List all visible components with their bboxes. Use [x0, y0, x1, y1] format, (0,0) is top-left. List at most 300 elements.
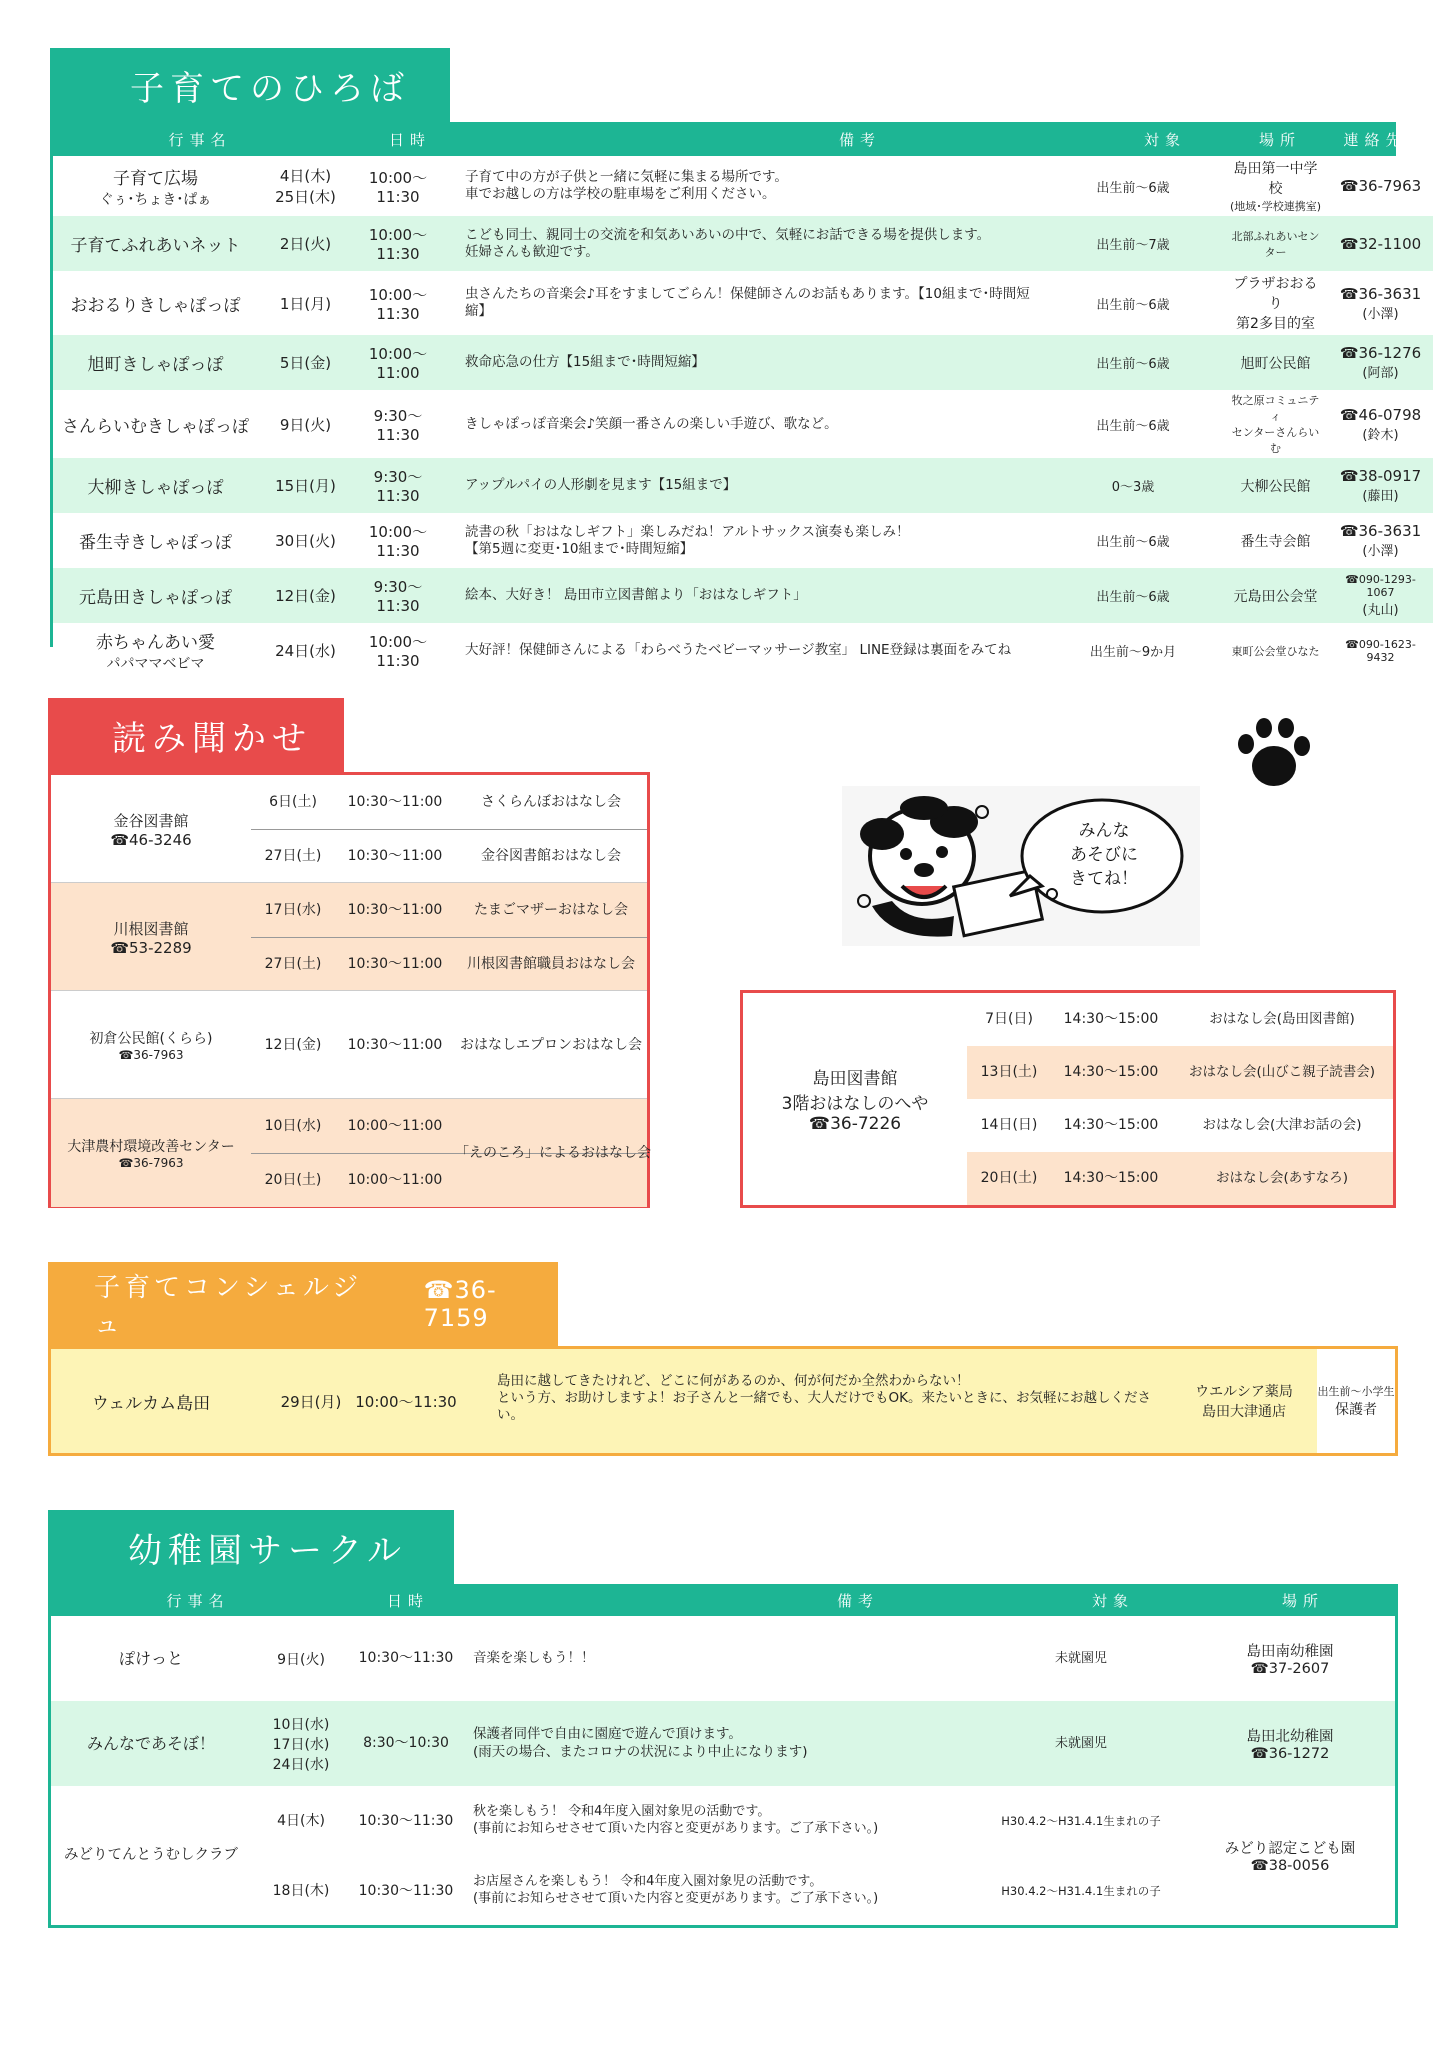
event-tel: ☎32-1100: [1339, 234, 1422, 253]
dog-ear-left: [860, 818, 904, 850]
yomi-row: [251, 937, 647, 991]
yomi-date: 17日(水): [264, 902, 322, 918]
hiroba-table: [53, 156, 1433, 678]
youchien-note-1: 音楽を楽しもう！！: [473, 1649, 595, 1666]
yomi-row: [251, 1099, 651, 1161]
youchien-date-3: 24日(水): [272, 1756, 330, 1773]
concierge-place-line-2: 島田大津通店: [1202, 1404, 1286, 1420]
event-place: 牧之原コミュニティ: [1231, 394, 1320, 423]
midori-note-1: お店屋さんを楽しもう！ 令和4年度入園対象児の活動です。: [473, 1874, 823, 1890]
event-name: さんらいむきしゃぽっぽ: [62, 416, 249, 437]
youchien-note-2: (雨天の場合、またコロナの状況により中止になります): [473, 1743, 808, 1760]
concierge-target: [1317, 1349, 1395, 1453]
midori-target: H30.4.2～H31.4.1生まれの子: [1001, 1884, 1161, 1898]
yomi-place-name: 初倉公民館(くらら): [89, 1031, 213, 1047]
header-event: 行事名: [168, 130, 232, 149]
shimada-event: おはなし会(大津お話の会): [1202, 1117, 1362, 1133]
event-name: 赤ちゃんあい愛: [96, 633, 215, 653]
yomi-place-tel: ☎46-3246: [110, 830, 192, 849]
event-tel: ☎38-0917: [1339, 467, 1422, 485]
event-target: 出生前～9か月: [1089, 645, 1177, 660]
shimada-place-room: 3階おはなしのへや: [781, 1094, 929, 1114]
event-name: 子育て広場: [113, 168, 198, 189]
shimada-date: 13日(土): [980, 1064, 1038, 1080]
bubble-line-2: あそびに: [1070, 845, 1138, 865]
place-cell: [1223, 390, 1328, 458]
youchien-place-tel: ☎36-1272: [1250, 1746, 1330, 1762]
midori-time: 10:30～11:30: [358, 1813, 454, 1829]
paw-print-icon: [1234, 716, 1314, 792]
shimada-time: 14:30～15:00: [1063, 1170, 1159, 1186]
concierge-note: [497, 1373, 1217, 1424]
event-name-cell: [53, 216, 258, 271]
date-cell: [258, 271, 353, 335]
note-cell: [443, 458, 1043, 513]
concierge-note-line-1: 島田に越してきたけれど、どこに何があるのか、何が何だか全然わからない！: [497, 1373, 970, 1389]
event-name: 番生寺きしゃぽっぽ: [79, 533, 232, 553]
youchien-name: ぽけっと: [118, 1649, 183, 1668]
yomi-title: [48, 698, 344, 772]
event-place: プラザおおるり: [1233, 276, 1318, 312]
youchien-target: 未就園児: [1054, 1651, 1107, 1666]
yomi-group: [51, 883, 647, 991]
youchien-title-text: 幼稚園サークル: [128, 1530, 407, 1571]
place-cell: [1223, 156, 1328, 216]
header-target: 対象: [1143, 130, 1186, 149]
place-cell: [1223, 623, 1328, 678]
event-place: 島田第一中学校: [1233, 161, 1318, 197]
event-note: 虫さんたちの音楽会♪耳をすましてごらん！保健師さんのお話もあります。【10組まで･時間短: [465, 286, 1030, 303]
midori-target: H30.4.2～H31.4.1生まれの子: [1001, 1814, 1161, 1828]
note-cell: [443, 216, 1043, 271]
hiroba-row: [53, 458, 1433, 513]
yomi-event: 「えのころ」によるおはなし会: [455, 1145, 651, 1161]
event-note-2: 縮】: [465, 303, 492, 319]
target-cell: [1043, 623, 1223, 678]
event-time: 10:00～11:30: [368, 633, 428, 670]
time-cell: [353, 216, 443, 271]
event-place-2: (地域･学校連携室): [1229, 200, 1322, 213]
event-date: 5日(金): [279, 354, 332, 372]
contact-cell: [1328, 271, 1433, 335]
yomi-time: 10:30～11:00: [347, 902, 443, 918]
midori-block: [51, 1786, 1395, 1925]
hiroba-row: [53, 335, 1433, 390]
date-cell: [258, 513, 353, 568]
concierge-note-line-2: という方、お助けしますよ！お子さんと一緒でも、大人だけでもOK。来たいときに、お気軽にお越しくださ: [497, 1389, 1151, 1406]
yomi-place-name: 金谷図書館: [113, 811, 189, 830]
youchien-place: [1185, 1616, 1395, 1701]
time-cell: [353, 513, 443, 568]
yomi-event: 金谷図書館おはなし会: [481, 848, 621, 864]
yomi-time: 10:30～11:00: [347, 794, 443, 810]
concierge-note-line-3: い。: [497, 1406, 524, 1423]
concierge-title: [48, 1262, 558, 1346]
youchien-note: [473, 1701, 1033, 1786]
event-place-2: センターさんらいむ: [1231, 426, 1320, 455]
youchien-date-2: 17日(水): [272, 1736, 330, 1753]
shimada-place-name: 島田図書館: [812, 1069, 898, 1089]
date-cell: [258, 458, 353, 513]
event-tel-2: (鈴木): [1362, 427, 1399, 443]
youchien-date: [251, 1701, 351, 1786]
yomi-date: 20日(土): [264, 1172, 322, 1188]
event-name-cell: [53, 390, 258, 458]
hiroba-row: [53, 271, 1433, 335]
note-cell: [443, 271, 1043, 335]
y-header-event: 行事名: [166, 1591, 230, 1610]
event-name-sub: ぐぅ･ちょき･ぱぁ: [99, 191, 212, 208]
contact-cell: [1328, 458, 1433, 513]
yomi-place-tel: ☎36-7963: [118, 1048, 184, 1062]
event-date: 4日(木): [279, 167, 332, 185]
shimada-date: 7日(日): [985, 1011, 1033, 1027]
shimada-row: [967, 1046, 1393, 1099]
contact-cell: [1328, 390, 1433, 458]
hiroba-title-text: 子育てのひろば: [130, 68, 410, 109]
contact-cell: [1328, 623, 1433, 678]
target-cell: [1043, 568, 1223, 623]
yomi-place: [51, 991, 251, 1099]
event-tel-2: (藤田): [1362, 489, 1399, 504]
hiroba-row: [53, 513, 1433, 568]
event-tel: ☎36-3631: [1339, 522, 1422, 540]
shimada-row: [967, 1099, 1393, 1152]
yomi-group: [51, 991, 647, 1099]
youchien-row: [51, 1616, 1395, 1701]
event-target: 出生前～6歳: [1096, 297, 1170, 313]
event-target: 出生前～6歳: [1096, 180, 1170, 196]
yomi-table: [51, 775, 651, 1205]
date-cell: [258, 390, 353, 458]
place-cell: [1223, 513, 1328, 568]
yomi-row: [251, 1153, 647, 1207]
target-cell: [1043, 156, 1223, 216]
target-cell: [1043, 271, 1223, 335]
shimada-time: 14:30～15:00: [1063, 1011, 1159, 1027]
yomi-row: [251, 775, 647, 830]
yomi-date: 27日(土): [264, 848, 322, 864]
hiroba-header: [50, 122, 1407, 156]
contact-cell: [1328, 216, 1433, 271]
event-note: 読書の秋「おはなしギフト」楽しみだね！アルトサックス演奏も楽しみ！: [465, 523, 910, 540]
yomi-place-tel: ☎36-7963: [118, 1156, 184, 1170]
date-cell: [258, 335, 353, 390]
date-cell: [258, 216, 353, 271]
shimada-date: 20日(土): [980, 1170, 1038, 1186]
concierge-place: [1177, 1349, 1311, 1453]
event-time: 9:30～11:30: [373, 468, 423, 505]
youchien-title: [48, 1510, 454, 1584]
shimada-date: 14日(日): [980, 1117, 1038, 1133]
note-cell: [443, 390, 1043, 458]
event-name-sub: パパママベビマ: [106, 656, 205, 672]
dog-illustration: [842, 786, 1200, 946]
yomi-time: 10:30～11:00: [347, 1037, 443, 1053]
youchien-place-tel: ☎37-2607: [1250, 1661, 1330, 1677]
youchien-name: みんなであそぼ！: [86, 1734, 215, 1753]
youchien-date-1: 9日(火): [277, 1651, 325, 1668]
yomi-place-tel: ☎53-2289: [110, 938, 192, 957]
target-cell: [1043, 513, 1223, 568]
midori-place-tel: ☎38-0056: [1250, 1858, 1330, 1874]
shimada-time: 14:30～15:00: [1063, 1064, 1159, 1080]
event-date: 12日(金): [275, 587, 336, 605]
midori-name: みどりてんとうむしクラブ: [64, 1847, 238, 1863]
time-cell: [353, 156, 443, 216]
shimada-row: [967, 993, 1393, 1046]
youchien-date-1: 10日(水): [272, 1716, 330, 1733]
event-name-cell: [53, 623, 258, 678]
yomi-date: 6日(土): [269, 794, 317, 810]
event-note: 救命応急の仕方【15組まで･時間短縮】: [465, 354, 705, 371]
event-date: 2日(火): [279, 235, 332, 253]
midori-note-1: 秋を楽しもう！ 令和4年度入園対象児の活動です。: [473, 1804, 771, 1820]
midori-date: 18日(木): [272, 1883, 330, 1899]
yomi-group: [51, 1099, 651, 1207]
yomi-title-text: 読み聞かせ: [112, 718, 312, 759]
bubble-line-1: みんな: [1078, 821, 1130, 841]
event-time: 10:00～11:00: [368, 345, 428, 382]
event-date: 1日(月): [279, 294, 332, 313]
header-place: 場所: [1258, 130, 1301, 149]
event-place: 旭町公民館: [1240, 355, 1311, 372]
event-place: 番生寺会館: [1240, 533, 1311, 550]
yomi-event: たまごマザーおはなし会: [474, 902, 628, 918]
event-name-cell: [53, 458, 258, 513]
event-tel-2: (小澤): [1362, 306, 1399, 322]
yomi-time: 10:30～11:00: [347, 956, 443, 972]
yomi-event: おはなしエプロンおはなし会: [460, 1037, 642, 1053]
event-date: 9日(火): [279, 415, 332, 434]
event-name: 旭町きしゃぽっぽ: [87, 355, 224, 375]
concierge-place-line-1: ウエルシア薬局: [1195, 1384, 1293, 1400]
youchien-place-name: 島田南幼稚園: [1246, 1644, 1334, 1660]
event-note-2: 【第5週に変更･10組まで･時間短縮】: [465, 540, 694, 557]
concierge-event-name: ウェルカム島田: [91, 1393, 211, 1414]
shimada-place: [743, 993, 967, 1205]
event-note: きしゃぽっぽ音楽会♪笑顔一番さんの楽しい手遊び、歌など。: [465, 415, 838, 432]
shimada-library-table: [743, 993, 1393, 1205]
event-tel: ☎36-3631: [1339, 284, 1422, 303]
time-cell: [353, 271, 443, 335]
target-cell: [1043, 390, 1223, 458]
hiroba-title: [50, 48, 450, 122]
event-note: 絵本、大好き！ 島田市立図書館より「おはなしギフト」: [465, 587, 807, 604]
event-time: 10:00～11:30: [368, 523, 428, 560]
shimada-tel: ☎36-7226: [808, 1114, 902, 1134]
youchien-note-1: 保護者同伴で自由に園庭で遊んで頂けます。: [473, 1725, 742, 1742]
concierge-title-text: 子育てコンシェルジュ: [94, 1273, 363, 1340]
contact-cell: [1328, 335, 1433, 390]
yomi-date: 27日(土): [264, 956, 322, 972]
event-tel: ☎36-7963: [1339, 177, 1422, 195]
place-cell: [1223, 458, 1328, 513]
event-place-2: 第2多目的室: [1236, 316, 1315, 332]
yomi-row: [251, 991, 647, 1099]
event-name: おおるりきしゃぽっぽ: [70, 295, 241, 316]
contact-cell: [1328, 156, 1433, 216]
y-header-note: 備考: [836, 1591, 879, 1610]
shimada-time: 14:30～15:00: [1063, 1117, 1159, 1133]
target-cell: [1043, 335, 1223, 390]
event-time: 9:30～11:30: [373, 406, 423, 444]
y-header-datetime: 日時: [386, 1591, 429, 1610]
yomi-place-name: 川根図書館: [113, 919, 189, 938]
yomi-place: [51, 1099, 251, 1207]
concierge-time: 10:00～11:30: [355, 1392, 457, 1411]
concierge-date: 29日(月): [280, 1392, 342, 1411]
event-name-cell: [53, 335, 258, 390]
event-time: 10:00～11:30: [368, 285, 428, 323]
event-target: 出生前～6歳: [1096, 418, 1170, 434]
event-place: 元島田公会堂: [1233, 588, 1318, 605]
event-name: 元島田きしゃぽっぽ: [79, 588, 232, 608]
place-cell: [1223, 568, 1328, 623]
midori-note: [473, 1786, 1013, 1856]
yomi-event: 川根図書館職員おはなし会: [467, 956, 635, 972]
midori-place: [1185, 1786, 1395, 1925]
youchien-row: [51, 1701, 1395, 1786]
event-tel-2: (阿部): [1362, 366, 1399, 381]
midori-note-2: (事前にお知らせさせて頂いた内容と変更があります。ご了承下さい。): [473, 1821, 879, 1836]
yomi-row: [251, 829, 647, 883]
youchien-header: [48, 1584, 1398, 1616]
event-note: 子育て中の方が子供と一緒に気軽に集まる場所です。: [465, 169, 788, 186]
event-note-2: 車でお越しの方は学校の駐車場をご利用ください。: [465, 186, 776, 202]
yomi-event: さくらんぼおはなし会: [481, 794, 621, 810]
event-tel: ☎46-0798: [1339, 405, 1422, 424]
shimada-event: おはなし会(山びこ親子読書会): [1188, 1064, 1376, 1080]
event-date: 15日(月): [275, 477, 336, 495]
youchien-place-name: 島田北幼稚園: [1246, 1729, 1334, 1745]
event-name: 大柳きしゃぽっぽ: [87, 478, 224, 498]
hiroba-row: [53, 216, 1433, 271]
yomi-row: [251, 883, 647, 938]
y-header-target: 対象: [1091, 1591, 1134, 1610]
event-name-cell: [53, 156, 258, 216]
hiroba-row: [53, 156, 1433, 216]
place-cell: [1223, 335, 1328, 390]
event-date: 30日(火): [275, 532, 336, 550]
event-name-cell: [53, 568, 258, 623]
event-tel: ☎090-1623-9432: [1345, 637, 1416, 664]
header-contact: 連絡先: [1343, 130, 1407, 149]
contact-cell: [1328, 513, 1433, 568]
event-note: 大好評！保健師さんによる「わらべうたベビーマッサージ教室」 LINE登録は裏面をみてね: [465, 642, 1012, 659]
event-target: 出生前～6歳: [1096, 590, 1170, 605]
note-cell: [443, 156, 1043, 216]
youchien-note: [473, 1616, 1033, 1701]
event-tel: ☎090-1293-1067: [1345, 573, 1416, 599]
time-cell: [353, 335, 443, 390]
event-time: 10:00～11:30: [368, 168, 428, 206]
event-tel: ☎36-1276: [1339, 344, 1422, 362]
event-time: 9:30～11:30: [373, 578, 423, 615]
y-header-place: 場所: [1281, 1591, 1324, 1610]
place-cell: [1223, 271, 1328, 335]
youchien-target: 未就園児: [1054, 1736, 1107, 1751]
yomi-date: 10日(水): [264, 1118, 322, 1134]
event-note-2: 妊婦さんも歓迎です。: [465, 243, 599, 260]
concierge-target-line-2: 保護者: [1335, 1402, 1377, 1418]
event-name-cell: [53, 271, 258, 335]
event-place: 東町公会堂ひなた: [1231, 644, 1320, 658]
yomi-time: 10:30～11:00: [347, 848, 443, 864]
event-tel-2: (小澤): [1362, 544, 1399, 559]
youchien-time: 8:30～10:30: [363, 1735, 449, 1751]
yomi-place-name: 大津農村環境改善センター: [67, 1139, 235, 1155]
midori-note: [473, 1856, 1013, 1926]
youchien-time: 10:30～11:30: [358, 1650, 454, 1666]
midori-time: 10:30～11:30: [358, 1883, 454, 1899]
concierge-target-line-1: 出生前～小学生: [1317, 1385, 1395, 1398]
midori-date: 4日(木): [277, 1813, 325, 1829]
event-target: 出生前～6歳: [1096, 535, 1170, 550]
date-cell: [258, 623, 353, 678]
event-date-2: 25日(木): [275, 188, 336, 206]
event-time: 10:00～11:30: [368, 226, 428, 263]
yomi-place: [51, 883, 251, 991]
note-cell: [443, 335, 1043, 390]
yomi-group: [51, 775, 647, 883]
event-target: 0～3歳: [1111, 480, 1155, 495]
time-cell: [353, 458, 443, 513]
event-place: 大柳公民館: [1240, 478, 1311, 495]
note-cell: [443, 513, 1043, 568]
contact-cell: [1328, 568, 1433, 623]
date-cell: [258, 568, 353, 623]
header-datetime: 日時: [388, 130, 431, 149]
event-note: アップルパイの人形劇を見ます【15組まで】: [465, 477, 737, 494]
event-name-cell: [53, 513, 258, 568]
youchien-date: [251, 1616, 351, 1701]
event-date: 24日(水): [275, 642, 336, 660]
event-note: こども同士、親同士の交流を和気あいあいの中で、気軽にお話できる場を提供します。: [465, 226, 991, 243]
event-tel-2: (丸山): [1362, 603, 1399, 618]
target-cell: [1043, 458, 1223, 513]
shimada-event: おはなし会(島田図書館): [1209, 1011, 1355, 1027]
note-cell: [443, 568, 1043, 623]
time-cell: [353, 390, 443, 458]
youchien-table: [51, 1616, 1395, 1925]
shimada-row: [967, 1152, 1393, 1205]
header-note: 備考: [838, 130, 881, 149]
event-place: 北部ふれあいセンター: [1231, 229, 1320, 259]
concierge-frame: [48, 1346, 1398, 1456]
hiroba-row: [53, 568, 1433, 623]
event-target: 出生前～7歳: [1096, 238, 1170, 253]
concierge-tel: ☎36-7159: [423, 1276, 497, 1332]
midori-place-name: みどり認定こども園: [1224, 1841, 1356, 1857]
yomi-time: 10:00～11:00: [347, 1172, 443, 1188]
event-target: 出生前～6歳: [1096, 357, 1170, 372]
yomi-date: 12日(金): [264, 1037, 322, 1053]
hiroba-row: [53, 623, 1433, 678]
yomi-time: 10:00～11:00: [347, 1118, 443, 1134]
event-name: 子育てふれあいネット: [70, 236, 241, 256]
youchien-place: [1185, 1701, 1395, 1786]
time-cell: [353, 568, 443, 623]
place-cell: [1223, 216, 1328, 271]
date-cell: [258, 156, 353, 216]
bubble-line-3: きてね！: [1070, 869, 1138, 889]
shimada-event: おはなし会(あすなろ): [1215, 1170, 1349, 1186]
note-cell: [443, 623, 1043, 678]
time-cell: [353, 623, 443, 678]
target-cell: [1043, 216, 1223, 271]
midori-note-2: (事前にお知らせさせて頂いた内容と変更があります。ご了承下さい。): [473, 1891, 879, 1906]
